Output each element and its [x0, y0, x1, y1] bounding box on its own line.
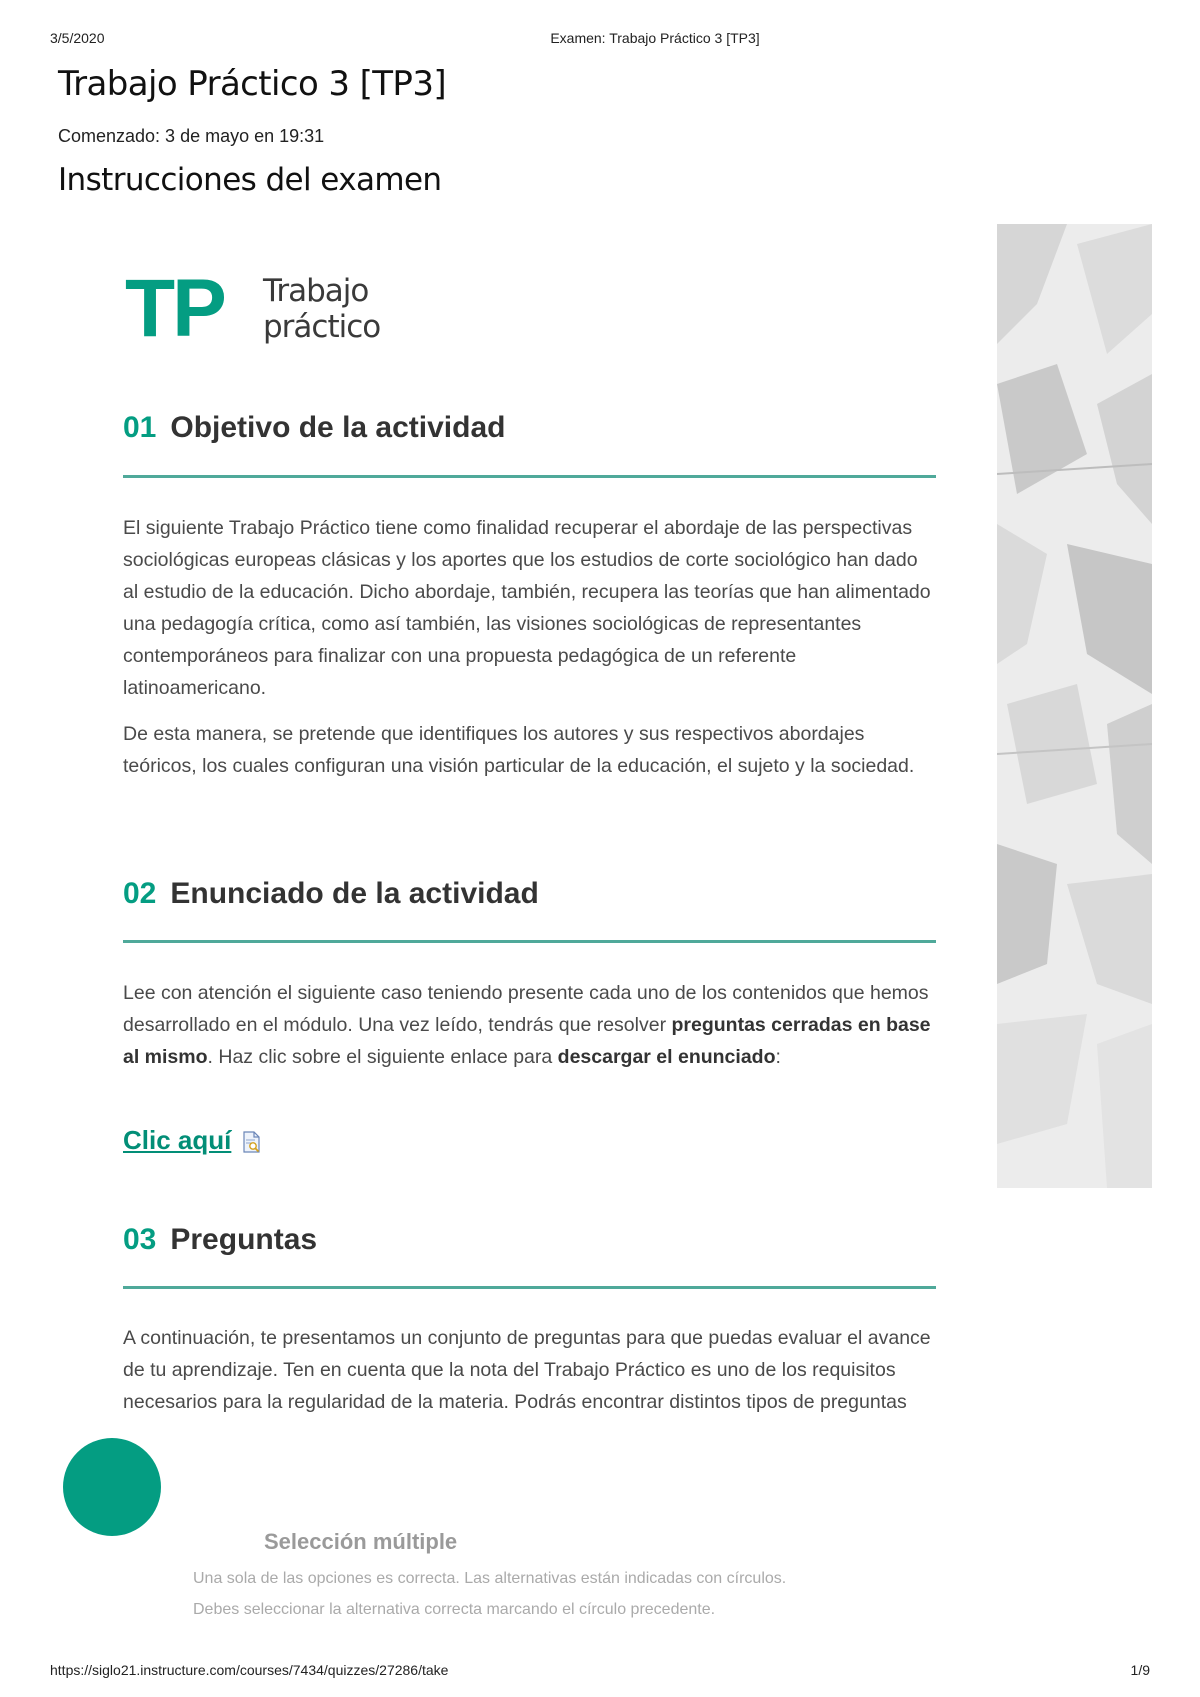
objetivo-paragraph-1: El siguiente Trabajo Práctico tiene como finalidad recuperar el abordaje de las perspectivas sociológicas europeas clásicas y los aportes que los estudios de corte sociológico han dado al estudio de la educación. Dicho abordaje, también, recupera las teorías que han alimentado una pedagogía crítica, como así también, las visiones sociológicas de representantes contemporáneos para finalizar con una propuesta pedagógica de un referente latinoamericano. [123, 517, 931, 699]
page-title: Trabajo Práctico 3 [TP3] [58, 64, 447, 104]
preguntas-paragraph: A continuación, te presentamos un conjunto de preguntas para que puedas evaluar el avance de tu aprendizaje. Ten en cuenta que la nota del Trabajo Práctico es uno de los requisitos necesarios para la regularidad de la materia. Podrás encontrar distintos tipos de preguntas [123, 1327, 931, 1413]
clic-aqui-link[interactable]: Clic aquí [123, 1125, 232, 1155]
document-search-icon[interactable] [242, 1131, 262, 1158]
question-type-description-2: Debes seleccionar la alternativa correcta marcando el círculo precedente. [193, 1601, 716, 1618]
objetivo-paragraph-2: De esta manera, se pretende que identifiques los autores y sus respectivos abordajes teóricos, los cuales configuran una visión particular de la educación, el sujeto y la sociedad. [123, 723, 915, 777]
enunciado-text: . Haz clic sobre el siguiente enlace para [207, 1046, 558, 1068]
tp-logo-letters: TP [125, 263, 224, 354]
question-type-title: Selección múltiple [264, 1529, 458, 1554]
print-page-number: 1/9 [1130, 1662, 1150, 1678]
download-link-row [123, 1125, 262, 1158]
enunciado-paragraph [123, 977, 935, 1073]
print-date: 3/5/2020 [50, 30, 105, 46]
section-number: 01 [123, 411, 157, 444]
started-timestamp: Comenzado: 3 de mayo en 19:31 [58, 126, 325, 146]
print-url: https://siglo21.instructure.com/courses/7434/quizzes/27286/take [50, 1662, 449, 1678]
question-type-description-1: Una sola de las opciones es correcta. Las alternativas están indicadas con círculos. [193, 1570, 787, 1587]
instructions-title: Instrucciones del examen [58, 162, 442, 198]
tp-logo [123, 263, 403, 360]
section-enunciado-title [123, 877, 539, 911]
print-tab-title: Examen: Trabajo Práctico 3 [TP3] [550, 30, 760, 46]
enunciado-text: : [775, 1046, 781, 1068]
section-number: 02 [123, 877, 157, 910]
section-divider [123, 940, 936, 943]
enunciado-text: Lee con atención el siguiente caso teniendo presente cada uno de los contenidos que hemos desarrollado en el módulo. Una vez leído, tendrás que resolver [123, 982, 929, 1036]
section-title-text: Objetivo de la actividad [170, 411, 506, 444]
section-preguntas-title [123, 1223, 317, 1257]
section-title-text: Enunciado de la actividad [170, 877, 539, 910]
section-divider [123, 1286, 936, 1289]
decorative-side-image [997, 224, 1152, 1188]
section-objetivo-title [123, 411, 505, 445]
enunciado-bold-text: preguntas cerradas en base al mismo [123, 1014, 931, 1068]
section-title-text: Preguntas [170, 1223, 318, 1256]
multiple-choice-circle-icon [63, 1438, 161, 1536]
section-divider [123, 475, 936, 478]
section-number: 03 [123, 1223, 157, 1256]
print-footer [50, 1662, 1150, 1678]
print-header [50, 30, 1150, 50]
enunciado-bold-text: descargar el enunciado [557, 1046, 776, 1068]
tp-logo-word-2: práctico [263, 309, 381, 345]
tp-logo-word-1: Trabajo [263, 273, 369, 309]
